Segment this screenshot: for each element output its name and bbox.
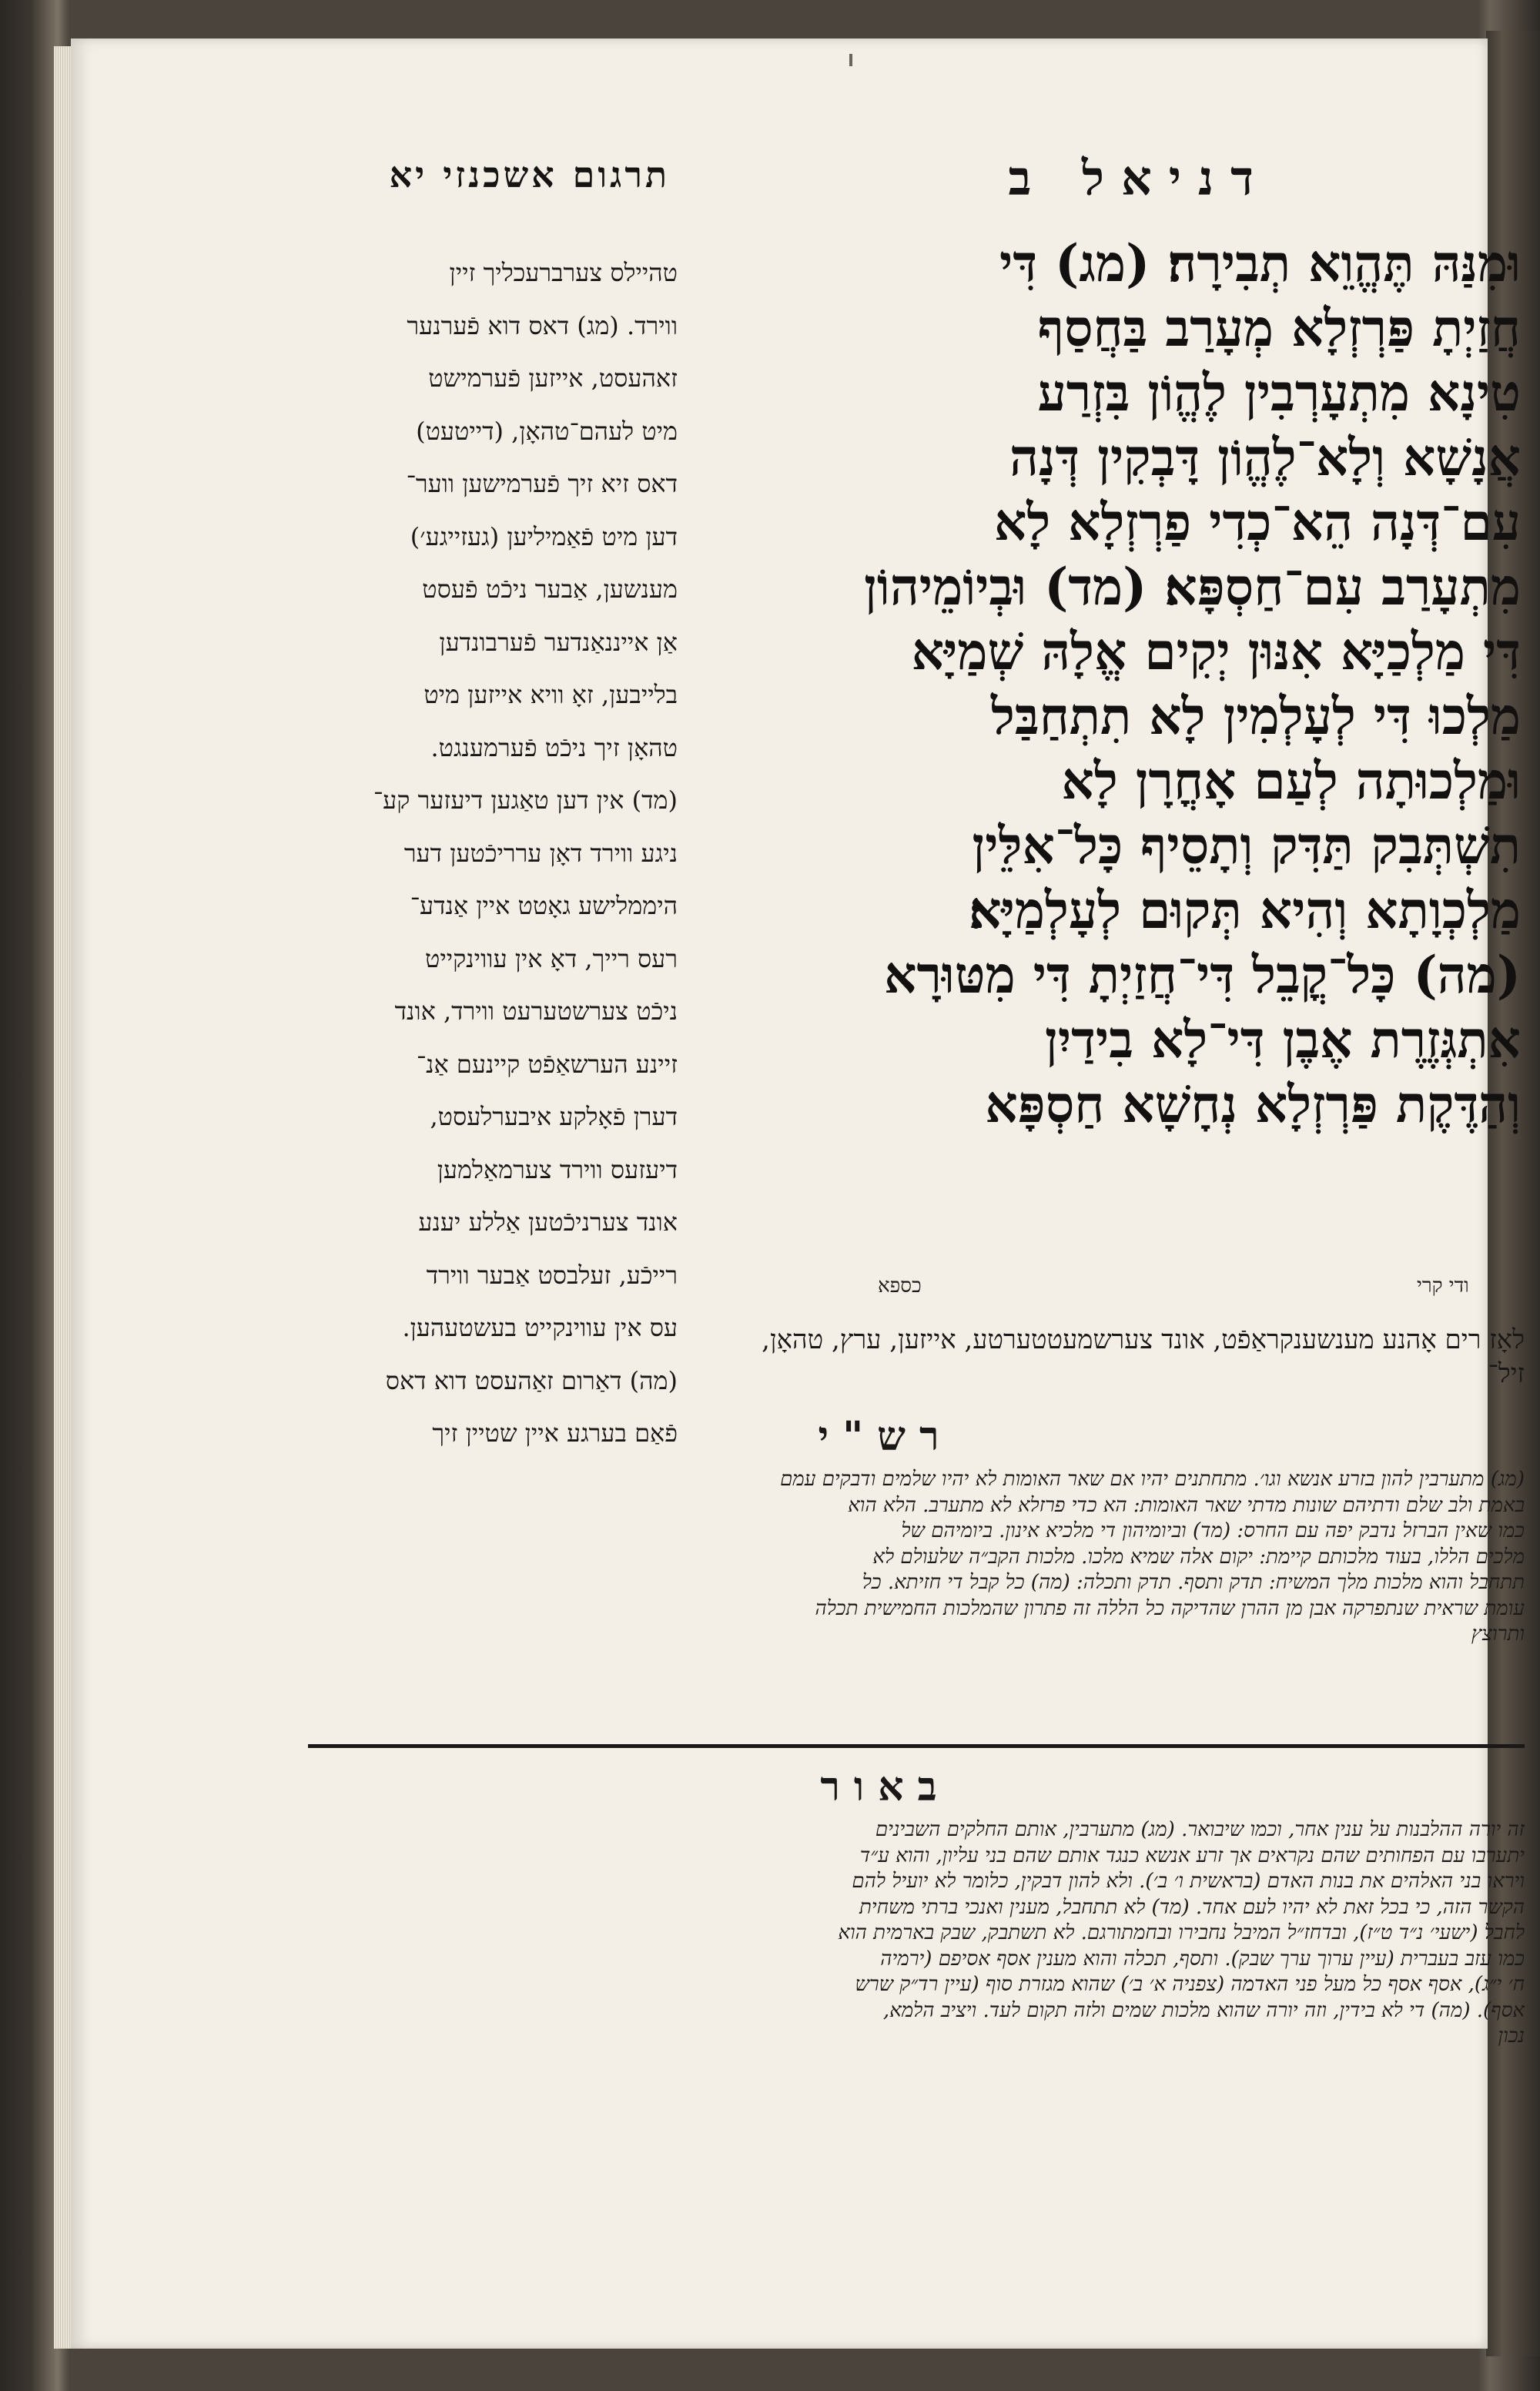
text-line: ניכֿט צערשטערעט ווירד, אונד bbox=[394, 996, 678, 1026]
text-line: וּמִנַּהּ תֶּהֱוֵא תְבִירָה׃ (מג) דִּי bbox=[999, 233, 1521, 293]
text-line: טהיילס צערברעכליך זיין bbox=[449, 258, 678, 287]
text-line: וּמַלְכוּתָה לְעַם אָחֳרָן לָא bbox=[1061, 751, 1521, 811]
keri-note-right: ודי קרי bbox=[1417, 1274, 1469, 1298]
yiddish-continuation bbox=[254, 1323, 1525, 1391]
text-line: עומת שראית שנתפרקה אבן מן ההרן שהדיקה כל הללה זה פתרון שהמלכות החמישית תכלה bbox=[815, 1596, 1525, 1620]
text-line: טהאָן זיך ניכֿט פֿערמענגט. bbox=[430, 732, 678, 762]
text-line: עס אין עווינקייט בעשטעהען. bbox=[402, 1313, 678, 1342]
text-line: וְהַדֶּקֶת פַּרְזְלָא נְחָשָׁא חַסְפָּא bbox=[985, 1074, 1521, 1134]
text-line: זה יורה ההלבנות על ענין אחר, וכמו שיבואר. (מג) מתערבין, אותם החלקים השבינים bbox=[875, 1818, 1525, 1841]
text-line: (מד) אין דען טאַגען דיעזער קע־ bbox=[373, 785, 678, 815]
text-line: ווירד. (מג) דאס דוא פֿערנער bbox=[407, 310, 678, 340]
rashi-commentary bbox=[277, 1467, 1525, 1648]
text-line: מענשען, אַבער ניכֿט פֿעסט bbox=[422, 574, 678, 604]
text-line: (מה) דאַרום זאַהעסט דוא דאס bbox=[385, 1365, 678, 1395]
text-line: דען מיט פֿאַמיליען (געזייגע׳) bbox=[410, 521, 678, 551]
text-line: אֲנָשָׁא וְלָא־לֶהֱוֹן דָּבְקִין דְּנָה bbox=[1009, 427, 1521, 487]
text-line: באמת ולב שלם ודתיהם שונות מדתי שאר האומות: הא כדי פרזלא לא מתערב. הלא הוא bbox=[848, 1493, 1525, 1517]
aramaic-text-column bbox=[705, 231, 1521, 1255]
text-line: יתערבו עם הפחותים שהם נקראים אך זרע אנשא כנגד אותם שהם בני עליון, והוא ע״ד bbox=[859, 1843, 1525, 1867]
text-line: תתחבל והוא מלכות מלך המשיח: תדק ותסף. תדק ותכלה: (מה) כל קבל די חזיתא. כל bbox=[862, 1571, 1525, 1594]
text-line: אִתְגְּזֶרֶת אֶבֶן דִּי־לָא בִידַיִן bbox=[1045, 1010, 1521, 1070]
running-head-translation: תרגום אשכנזי יא bbox=[389, 154, 670, 196]
text-line: אסף). (מה) די לא בידין, וזה יורה שהוא מלכות שמים ולזה תקום לעד. ויציב הלמא, bbox=[882, 1998, 1525, 2022]
text-line: דיעזעס ווירד צערמאַלמען bbox=[437, 1154, 678, 1184]
text-line: לאָז רים אָהנע מענשענקראַפֿט, אונד צערשמעטטערטע, אייזען, ערץ, טהאָן, bbox=[762, 1324, 1525, 1355]
text-line: ח׳ י״ג), אסף אסף כל מעל פני האדמה (צפניה א׳ ב׳) שהוא מגזרת סוף (עיין רד״ק שרש bbox=[855, 1973, 1525, 1996]
text-line: מַלְכְוָתָא וְהִיא תְּקוּם לְעָלְמַיָּא׃ bbox=[969, 880, 1521, 940]
text-line: הקשר הזה, כי בכל זאת לא יהיו לעם אחד. (מד) לא תתחבל, מענין ואנכי ברתי משחית bbox=[859, 1895, 1525, 1919]
text-line: זאהעסט, אייזען פֿערמישט bbox=[428, 363, 678, 393]
text-line: בלייבען, זאָ וויא אייזען מיט bbox=[424, 680, 678, 709]
text-line: (מג) מתערבין להון בזרע אנשא וגו׳. מתחתנים יהיו אם שאר האומות לא יהיו שלמים ודבקים עמם bbox=[780, 1468, 1525, 1491]
text-line: לחבל (ישעי׳ נ״ד ט״ז), ובדחז״ל המיבל נחבירו ובחמתורגם. לא תשתבק, שבק בארמית הוא bbox=[838, 1921, 1525, 1944]
text-line: נכון bbox=[1498, 2024, 1525, 2048]
text-line: זיינע הערשאַפֿט קיינעם אַנ־ bbox=[416, 1049, 678, 1079]
text-line: (מה) כָּל־קֳבֵל דִּי־חֲזַיְתָ דִּי מִטּוּרָא bbox=[884, 945, 1521, 1005]
text-line: מִתְעָרַב עִם־חַסְפָּא׃ (מד) וּבְיוֹמֵיהוֹן bbox=[864, 557, 1521, 617]
text-line: רעס רייך, דאָ אין עווינקייט bbox=[425, 943, 678, 973]
text-line: רייכֿע, זעלבסט אַבער ווירד bbox=[426, 1260, 678, 1290]
text-line: מיט לעהם־טהאָן, (דייטעט) bbox=[416, 416, 678, 446]
text-line: אַן אייננאַנדער פֿערבונדען bbox=[439, 627, 678, 657]
text-line: אונד צערניכֿטען אַללע יענע bbox=[418, 1207, 678, 1237]
text-line: זיל־ bbox=[1488, 1358, 1525, 1389]
biur-heading: באור bbox=[820, 1763, 951, 1810]
text-line: כמו שאין הברזל נדבק יפה עם החרס: (מד) וביומיהון די מלכיא אינון. ביומיהם של bbox=[901, 1519, 1525, 1542]
text-line: תִשְׁתְּבִק תַּדִּק וְתָסֵיף כָּל־אִלֵּין bbox=[972, 815, 1521, 876]
rashi-heading: רש"י bbox=[818, 1413, 953, 1460]
biur-commentary bbox=[277, 1817, 1525, 2050]
yiddish-translation-column bbox=[250, 246, 678, 1448]
text-line: ותרוצץ bbox=[1471, 1622, 1525, 1646]
text-line: דערן פֿאָלקע איבערלעסט, bbox=[430, 1102, 678, 1131]
text-line: עִם־דְּנָה הֵא־כְדִי פַרְזְלָא לָא bbox=[993, 492, 1521, 552]
text-line: ויראו בני האלהים את בנות האדם (בראשית ו׳ ב׳). ולא להון דבקין, כלומר לא יועיל להם bbox=[852, 1870, 1525, 1893]
text-line: טִינָא מִתְעָרְבִין לֶהֱוֹן בִּזְרַע bbox=[1037, 363, 1521, 423]
text-line: דאס זיא זיך פֿערמישען ווער־ bbox=[406, 469, 678, 498]
text-line: ניגע ווירד דאָן ערריכֿטען דער bbox=[403, 838, 678, 868]
keri-note-left: כספא bbox=[878, 1274, 922, 1298]
text-line: מַלְכוּ דִּי לְעָלְמִין לָא תִתְחַבַּל bbox=[991, 686, 1521, 746]
text-line: דִּי מַלְכַיָּא אִנּוּן יְקִים אֱלָהּ שְׁמַיָּא bbox=[911, 621, 1521, 681]
text-line: היממלישע גאָטט איין אַנדע־ bbox=[410, 891, 678, 920]
page-mark bbox=[849, 54, 852, 66]
text-line: כמו עזב בעברית (עיין ערוך ערך שבק). ותסף, תכלה והוא מענין אסף אסיפם (ירמיה bbox=[880, 1947, 1525, 1971]
running-head-book: דניאל ב bbox=[1008, 150, 1270, 206]
text-line: מלכים הללו, בעוד מלכותם קיימת: יקום אלה שמיא מלכו. מלכות הקב״ה שלעולם לא bbox=[872, 1545, 1525, 1569]
text-line: פֿאַם בערגע איין שטיין זיך bbox=[432, 1418, 678, 1448]
section-divider bbox=[308, 1744, 1525, 1748]
text-line: חֲזַיְתָ פַּרְזְלָא מְעָרַב בַּחֲסַף bbox=[1037, 298, 1521, 358]
